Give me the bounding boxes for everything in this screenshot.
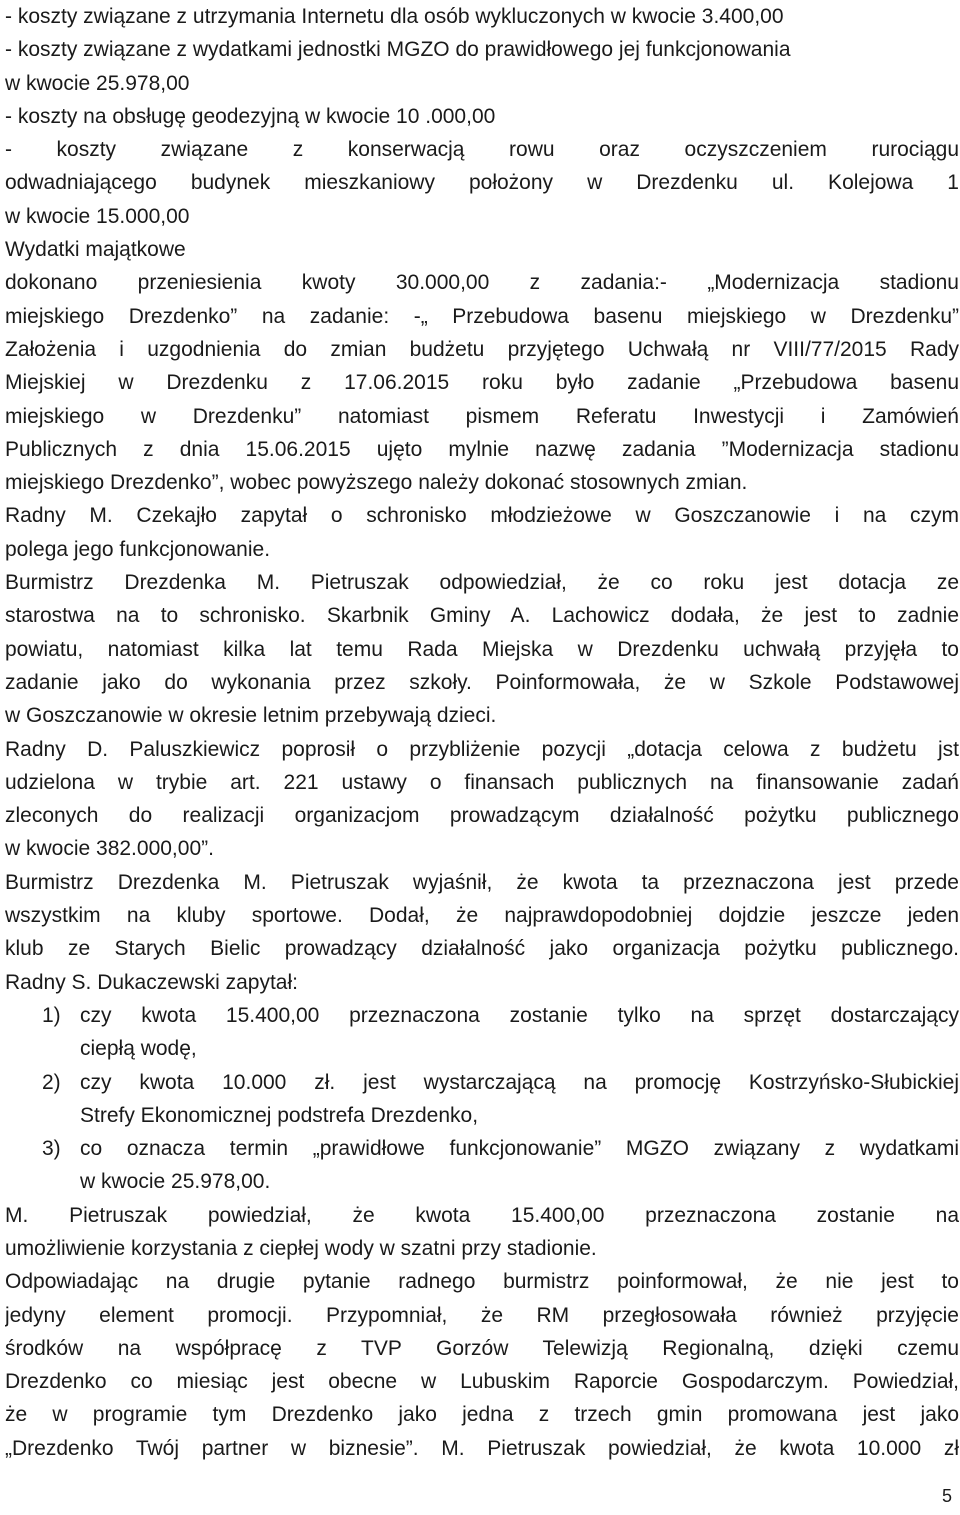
text-line: jedyny element promocji. Przypomniał, że RM przegłosowała również przyjęcie bbox=[5, 1303, 959, 1327]
text-line: w Goszczanowie w okresie letnim przebywają dzieci. bbox=[5, 704, 497, 728]
text-line: udzielona w trybie art. 221 ustawy o finansach publicznych na finansowanie zadań bbox=[5, 770, 959, 794]
list-item-line bbox=[5, 1066, 959, 1099]
text-line: „Drezdenko Twój partner w biznesie”. M. Pietruszak powiedział, że kwota 10.000 zł bbox=[5, 1436, 959, 1460]
text-line: Miejskiej w Drezdenku z 17.06.2015 roku było zadanie „Przebudowa basenu bbox=[5, 371, 959, 395]
text-line: - koszty związane z utrzymania Internetu dla osób wykluczonych w kwocie 3.400,00 bbox=[5, 5, 784, 28]
text-line: w kwocie 25.978,00. bbox=[80, 1170, 271, 1194]
text-line: w kwocie 382.000,00”. bbox=[5, 837, 214, 861]
document-page bbox=[5, 0, 959, 1465]
text-line: miejskiego w Drezdenku” natomiast pismem Referatu Inwestycji i Zamówień bbox=[5, 404, 959, 428]
text-line: - koszty na obsługę geodezyjną w kwocie 10 .000,00 bbox=[5, 104, 496, 128]
list-number: 2) bbox=[42, 1070, 61, 1094]
list-number: 1) bbox=[42, 1003, 61, 1027]
text-line: Radny D. Paluszkiewicz poprosił o przybliżenie pozycji „dotacja celowa z budżetu jst bbox=[5, 737, 959, 761]
list-item-line bbox=[5, 1132, 959, 1165]
text-line: Publicznych z dnia 15.06.2015 ujęto mylnie nazwę zadania ”Modernizacja stadionu bbox=[5, 437, 959, 461]
text-line: Radny M. Czekajło zapytał o schronisko młodzieżowe w Goszczanowie i na czym bbox=[5, 504, 959, 528]
text-line: zadanie jako do wykonania przez szkoły. Poinformowała, że w Szkole Podstawowej bbox=[5, 670, 959, 694]
text-line: klub ze Starych Bielic prowadzący działalność jako organizacja pożytku publicznego. bbox=[5, 937, 959, 961]
text-line: ciepłą wodę, bbox=[80, 1037, 197, 1061]
text-line: Wydatki majątkowe bbox=[5, 238, 186, 262]
text-line: - koszty związane z wydatkami jednostki MGZO do prawidłowego jej funkcjonowania bbox=[5, 38, 791, 62]
text-line: polega jego funkcjonowanie. bbox=[5, 537, 271, 561]
page-number: 5 bbox=[942, 1486, 953, 1506]
text-line: Radny S. Dukaczewski zapytał: bbox=[5, 970, 298, 994]
text-line: starostwa na to schronisko. Skarbnik Gminy A. Lachowicz dodała, że jest to zadnie bbox=[5, 604, 959, 628]
text-line: że w programie tym Drezdenko jako jedna z trzech gmin promowana jest jako bbox=[5, 1403, 959, 1427]
list-item-line bbox=[5, 999, 959, 1032]
text-line: odwadniającego budynek mieszkaniowy położony w Drezdenku ul. Kolejowa 1 bbox=[5, 171, 959, 195]
text-line: umożliwienie korzystania z ciepłej wody w szatni przy stadionie. bbox=[5, 1236, 597, 1260]
text-line: powiatu, natomiast kilka lat temu Rada Miejska w Drezdenku uchwałą przyjęła to bbox=[5, 637, 959, 661]
text-line: wszystkim na kluby sportowe. Dodał, że najprawdopodobniej dojdzie jeszcze jeden bbox=[5, 904, 959, 928]
text-line: Burmistrz Drezdenka M. Pietruszak wyjaśnił, że kwota ta przeznaczona jest przede bbox=[5, 870, 959, 894]
text-line: środków na współpracę z TVP Gorzów Telewizją Regionalną, dzięki czemu bbox=[5, 1336, 959, 1360]
text-line: M. Pietruszak powiedział, że kwota 15.400,00 przeznaczona zostanie na bbox=[5, 1203, 959, 1227]
text-line: miejskiego Drezdenko”, wobec powyższego należy dokonać stosownych zmian. bbox=[5, 471, 748, 495]
list-item-text: czy kwota 15.400,00 przeznaczona zostanie tylko na sprzęt dostarczający bbox=[80, 1003, 959, 1027]
text-line: Drezdenko co miesiąc jest obecne w Lubuskim Raporcie Gospodarczym. Powiedział, bbox=[5, 1370, 959, 1394]
list-item-text: co oznacza termin „prawidłowe funkcjonowanie” MGZO związany z wydatkami bbox=[80, 1137, 959, 1161]
text-line: Burmistrz Drezdenka M. Pietruszak odpowiedział, że co roku jest dotacja ze bbox=[5, 571, 959, 595]
text-line: miejskiego Drezdenko” na zadanie: -„ Przebudowa basenu miejskiego w Drezdenku” bbox=[5, 304, 959, 328]
text-line: Założenia i uzgodnienia do zmian budżetu przyjętego Uchwałą nr VIII/77/2015 Rady bbox=[5, 337, 959, 361]
text-line: w kwocie 25.978,00 bbox=[5, 71, 190, 95]
list-number: 3) bbox=[42, 1137, 61, 1161]
text-line: Strefy Ekonomicznej podstrefa Drezdenko, bbox=[80, 1103, 479, 1127]
text-line: - koszty związane z konserwacją rowu oraz oczyszczeniem rurociągu bbox=[5, 138, 959, 162]
text-line: zleconych do realizacji organizacjom prowadzącym działalność pożytku publicznego bbox=[5, 804, 959, 828]
list-item-text: czy kwota 10.000 zł. jest wystarczającą na promocję Kostrzyńsko-Słubickiej bbox=[80, 1070, 959, 1094]
text-line: Odpowiadając na drugie pytanie radnego burmistrz poinformował, że nie jest to bbox=[5, 1270, 959, 1294]
text-line: w kwocie 15.000,00 bbox=[5, 204, 190, 228]
text-line: dokonano przeniesienia kwoty 30.000,00 z zadania:- „Modernizacja stadionu bbox=[5, 271, 959, 295]
